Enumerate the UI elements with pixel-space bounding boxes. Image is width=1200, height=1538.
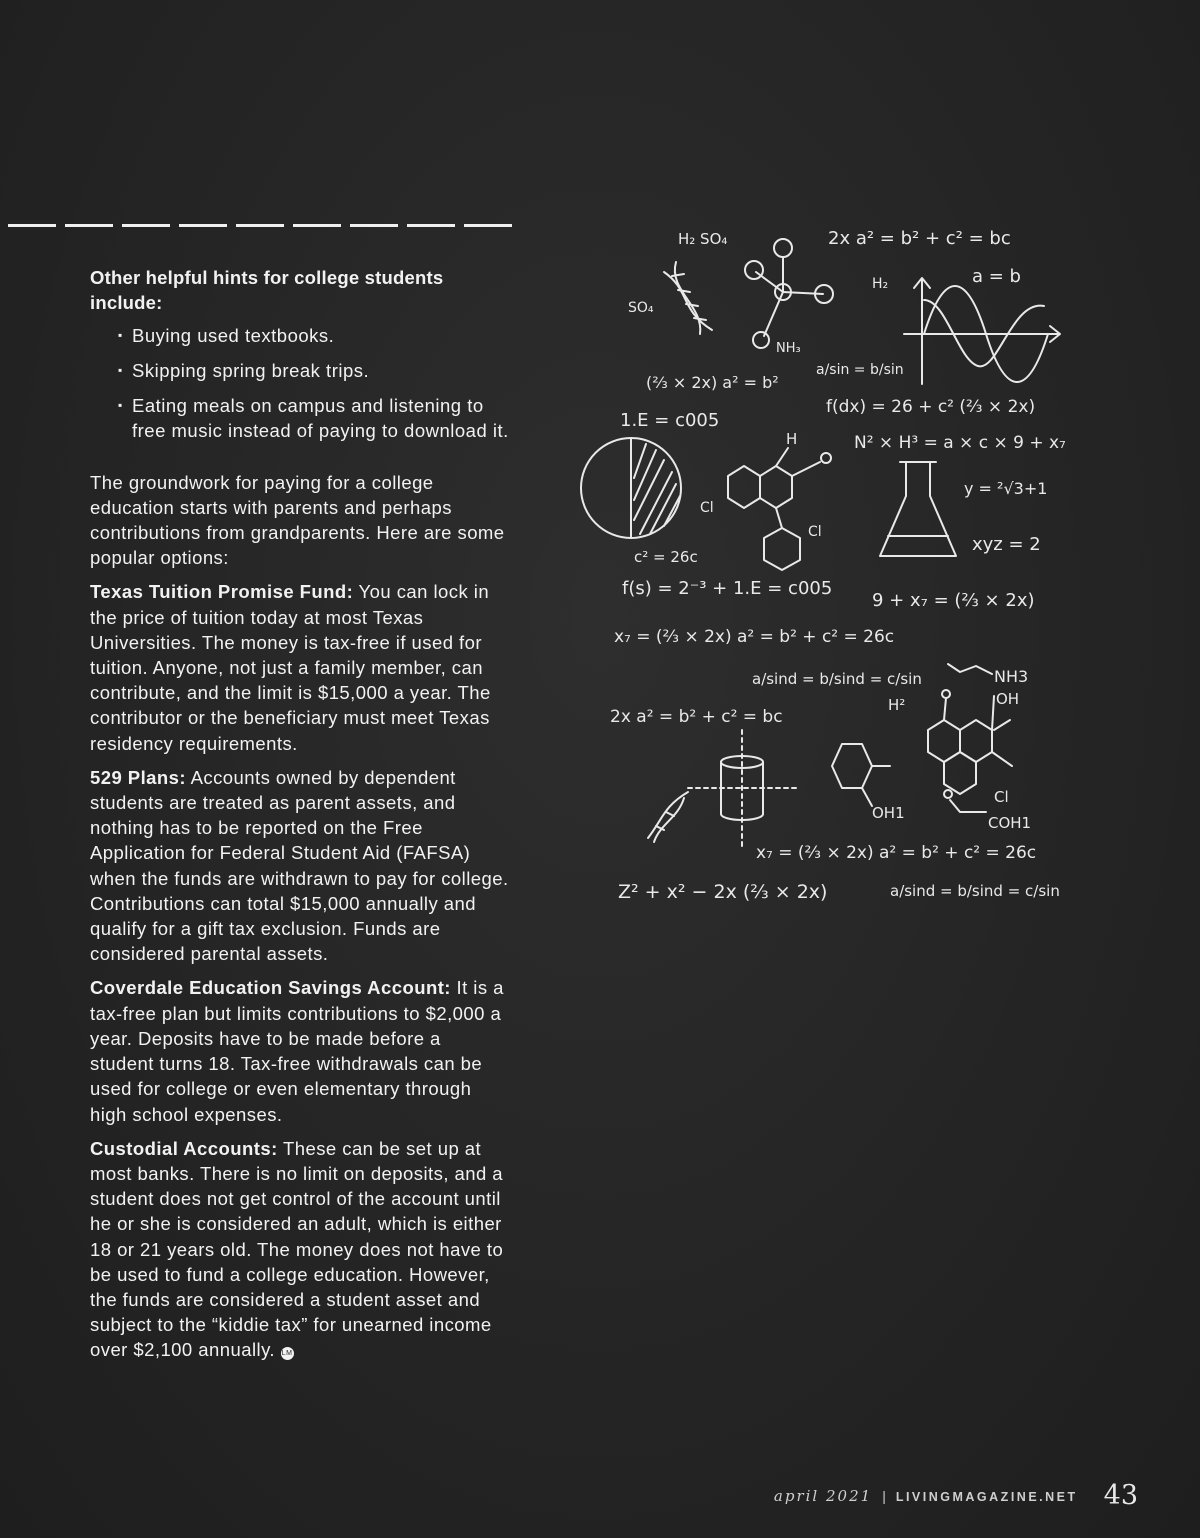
chalk-formula: (⅔ × 2x) a² = b² [646, 373, 779, 392]
chalkboard-illustration [575, 215, 1135, 935]
dna-helix-icon [664, 262, 712, 334]
pie-circle-drawing [581, 438, 681, 538]
option-title: Texas Tuition Promise Fund: [90, 581, 354, 603]
chalk-formula: Z² + x² − 2x (⅔ × 2x) [618, 881, 828, 903]
chalk-formula: OH1 [872, 804, 905, 822]
end-mark-icon: LM [281, 1347, 294, 1360]
chalk-formula: SO₄ [628, 300, 654, 316]
chalk-formula: Cl [700, 500, 714, 516]
chalk-formula: a = b [972, 266, 1021, 287]
chalk-formula: Cl [994, 788, 1009, 806]
flask-drawing [880, 462, 956, 556]
chalk-formula: H₂ [872, 276, 889, 292]
chalk-formula: H² [888, 696, 906, 714]
option-texas-tuition [90, 579, 510, 755]
chalk-formula: NH₃ [776, 341, 801, 356]
dna-small-icon [648, 792, 688, 842]
chalk-formula: f(s) = 2⁻³ + 1.E = c005 [622, 578, 833, 599]
hints-heading: Other helpful hints for college students include: [90, 267, 444, 313]
chalk-formula: OH [996, 690, 1020, 708]
chalk-formula: Cl [808, 524, 822, 540]
page-footer [774, 1480, 1138, 1511]
hints-list [90, 323, 510, 444]
page-number: 43 [1103, 1480, 1138, 1511]
hint-item: ▪ Buying used textbooks. [118, 323, 510, 348]
chalk-formula: N² × H³ = a × c × 9 + x₇ [854, 433, 1066, 453]
intro-paragraph: The groundwork for paying for a college education starts with parents and perhaps contributions from grandparents. Here are some popular options: [90, 471, 505, 569]
chalk-formula: a/sind = b/sind = c/sin [752, 670, 922, 688]
molecule-drawing [745, 239, 833, 348]
option-title: Coverdale Education Savings Account: [90, 977, 451, 999]
hint-item: ▪ Eating meals on campus and listening to free music instead of paying to download it. [118, 393, 510, 444]
chalk-formula: 2x a² = b² + c² = bc [610, 707, 783, 727]
chalk-formula: c² = 26c [634, 548, 698, 566]
chalk-formula: 2x a² = b² + c² = bc [828, 228, 1011, 249]
chalk-formula: f(dx) = 26 + c² (⅔ × 2x) [826, 397, 1036, 417]
option-text: Accounts owned by dependent students are treated as parent assets, and nothing has to be reported on the Free Application for Federal Student Aid (FAFSA) when the funds are withdrawn to pay for college. Contributions can total $15,000 annually and qualify for a gift tax exclusion. Funds are considered parental assets. [90, 766, 509, 965]
option-529-plans [90, 765, 510, 967]
option-custodial [90, 1136, 510, 1363]
hint-item: ▪ Skipping spring break trips. [118, 358, 510, 383]
chalk-formula: 9 + x₇ = (⅔ × 2x) [872, 590, 1035, 611]
chalk-formula: a/sin = b/sin [816, 362, 904, 378]
chalk-formula: H₂ SO₄ [678, 230, 728, 248]
chalk-formula: NH3 [994, 667, 1029, 686]
chalk-formula: 1.E = c005 [620, 410, 720, 431]
chalk-formula: xyz = 2 [972, 534, 1041, 555]
chalk-formula: y = ²√3+1 [964, 479, 1048, 498]
option-text: It is a tax-free plan but limits contributions to $2,000 a year. Deposits have to be made before a student turns 18. Tax-free withdrawals can be used for college or even elementary through high school expenses. [90, 977, 504, 1125]
article-column [90, 265, 510, 1372]
chalk-formula: a/sind = b/sind = c/sin [890, 882, 1060, 900]
option-coverdale [90, 975, 510, 1126]
footer-separator: | [882, 1488, 886, 1504]
chalk-formula: x₇ = (⅔ × 2x) a² = b² + c² = 26c [614, 627, 895, 647]
chalk-formula: COH1 [988, 814, 1032, 832]
hexagon-molecule-drawing [728, 448, 831, 570]
dashed-divider [8, 224, 520, 230]
issue-date: april 2021 [773, 1487, 873, 1505]
cylinder-drawing [688, 730, 800, 848]
chalk-formula: x₇ = (⅔ × 2x) a² = b² + c² = 26c [756, 843, 1037, 863]
option-text: These can be set up at most banks. There is no limit on deposits, and a student does not get control of the account until he or she is considered an adult, which is either 18 or 21 years old. The money does not have to be used to fund a college education. However, the funds are considered a student asset and subject to the “kiddie tax” for unearned income over $2,100 annually. [90, 1137, 504, 1361]
site-url: LIVINGMAGAZINE.NET [895, 1490, 1078, 1504]
chalk-formula: H [786, 430, 798, 448]
option-title: 529 Plans: [90, 766, 187, 788]
option-title: Custodial Accounts: [90, 1137, 278, 1159]
option-text: You can lock in the price of tuition today at most Texas Universities. The money is tax-free if used for tuition. Anyone, not just a family member, can contribute, and the limit is $15,000 a year. The contributor or the beneficiary must meet Texas residency requirements. [90, 581, 491, 754]
sine-graph [904, 278, 1060, 384]
